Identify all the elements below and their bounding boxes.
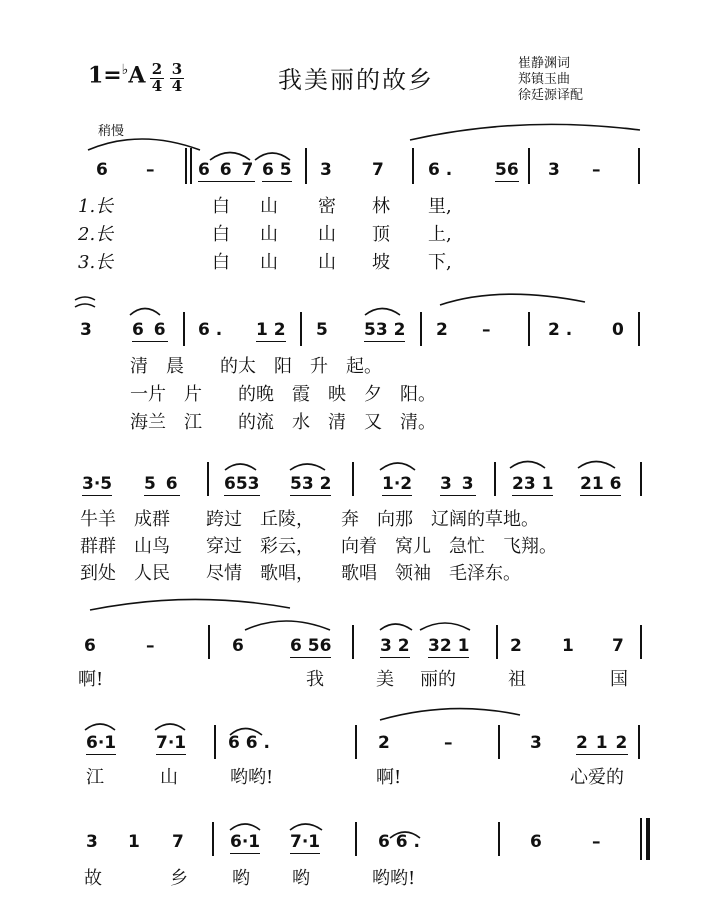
barline [352,462,354,496]
slur [90,599,290,610]
flat-sign: ♭ [121,62,129,78]
lyric: 啊! [376,767,402,788]
note-group: 2 1 2 [576,733,629,753]
lyric: 国 [610,669,628,690]
slur [88,139,200,150]
note: 6 . [198,320,223,340]
song-title: 我美丽的故乡 [278,66,434,94]
lyric: 顶 [372,224,390,245]
barline [214,725,216,759]
barline [355,725,357,759]
note: 7 [172,832,184,852]
lyric: 哟哟! [372,868,416,889]
barline [185,148,187,184]
note-group: 6 6 7 [198,160,256,180]
lyric: 故 [84,868,102,889]
lyric: 白 [212,196,230,217]
barline [638,148,640,184]
note: 3 [320,160,332,180]
note-group: 6·1 [230,832,261,852]
slur [230,824,260,830]
barline [638,725,640,759]
lyric: 哟哟! [230,767,274,788]
lyric-line: 海兰 江 的流 水 清 又 清。 [130,412,436,433]
lyric: 丽的 [420,669,456,690]
note: 6 . [428,160,453,180]
slur [290,824,322,830]
note-group: 6 5 [262,160,292,180]
lyric-line: 牛羊 成群 跨过 丘陵， 奔 向那 辽阔的草地。 [80,509,539,530]
barline [640,462,642,496]
barline [498,822,500,856]
lyric-line: 群群 山鸟 穿过 彩云， 向着 窝儿 急忙 飞翔。 [80,536,557,557]
barline [420,312,422,346]
lyric: 3.长 [78,252,114,273]
slur [578,462,615,469]
barline [212,822,214,856]
lyric: 美 [376,669,394,690]
lyric: 上, [428,224,452,245]
note-group: 3 3 [440,474,476,494]
lyric: 山 [260,196,278,217]
note-group: 3 2 [380,636,410,656]
note: 6 [232,636,244,656]
barline [305,148,307,184]
lyric: 山 [318,224,336,245]
lyric-line: 到处 人民 尽情 歌唱， 歌唱 领袖 毛泽东。 [80,563,521,584]
lyric: 坡 [372,252,390,273]
lyric: 山 [260,252,278,273]
slur [75,297,95,300]
key-prefix: 1= [88,62,122,89]
note: 0 [612,320,624,340]
note: 3 [80,320,92,340]
lyric: 里, [428,196,452,217]
slur [380,624,412,630]
lyric: 下, [428,252,452,273]
note: – [146,636,155,656]
note: 1 [128,832,140,852]
barline [183,312,185,346]
slur [85,724,115,730]
slur [75,304,95,307]
slur [380,463,415,470]
slur [255,153,290,160]
lyric: 1.长 [78,196,114,217]
lyricist-credit: 崔静渊词 [518,56,571,71]
note-group: 5 6 [144,474,180,494]
final-barline-thick [646,818,650,860]
ts-den: 4 [171,77,183,95]
note: 1 [562,636,574,656]
note-group: 53 2 [364,320,406,340]
note: – [592,160,601,180]
barline [528,312,530,346]
lyric: 哟 [232,868,250,889]
note: 2 [510,636,522,656]
note: – [482,320,491,340]
barline [207,462,209,496]
note-group: 23 1 [512,474,554,494]
barline [412,148,414,184]
slur [290,464,325,470]
note: – [146,160,155,180]
slur [245,621,330,630]
note-group: 21 6 [580,474,622,494]
note: 6 [84,636,96,656]
barline [496,625,498,659]
key-letter: A [128,62,146,89]
lyric: 白 [212,252,230,273]
note: 7 [612,636,624,656]
note-group: 53 2 [290,474,332,494]
lyric: 祖 [508,669,526,690]
note: 2 . [548,320,573,340]
barline [640,625,642,659]
note: 3 [530,733,542,753]
slur [130,309,160,316]
note-group: 7·1 [156,733,187,753]
lyric: 2.长 [78,224,114,245]
lyric: 山 [318,252,336,273]
note: 3 [86,832,98,852]
barline [300,312,302,346]
lyric: 啊! [78,669,104,690]
lyric: 林 [372,196,390,217]
lyric-line: 一片 片 的晚 霞 映 夕 阳。 [130,384,436,405]
note-group: 7·1 [290,832,321,852]
note-group: 56 [495,160,519,180]
ts-num: 3 [171,60,183,78]
lyric: 山 [260,224,278,245]
note: 6 [96,160,108,180]
barline [494,462,496,496]
final-barline-thin [640,818,642,860]
note-group: 1·2 [382,474,413,494]
lyric: 心爱的 [570,767,624,788]
lyric: 我 [306,669,324,690]
note-group: 653 [224,474,260,494]
slur [210,153,250,161]
barline [352,625,354,659]
slur [380,709,520,720]
slur [510,462,545,469]
note-group: 6 6 [132,320,168,340]
slur [420,623,470,630]
barline [528,148,530,184]
note-group: 1 2 [256,320,286,340]
note: 3 [548,160,560,180]
lyric: 密 [318,196,336,217]
barline [208,625,210,659]
barline [498,725,500,759]
note-group: 3·5 [82,474,113,494]
barline [190,148,192,184]
note: – [592,832,601,852]
lyric: 山 [160,767,178,788]
ts-den: 4 [151,77,163,95]
slur [225,464,256,470]
slur [365,309,400,316]
lyric: 江 [86,767,104,788]
barline [355,822,357,856]
composer-credit: 郑镇玉曲 [518,72,571,87]
slur [440,294,585,305]
note-group: 6 6 . [378,832,420,852]
note-group: 6·1 [86,733,117,753]
translator-credit: 徐廷源译配 [518,88,584,103]
barline [638,312,640,346]
lyric: 白 [212,224,230,245]
note: 2 [436,320,448,340]
tempo-marking: 稍慢 [98,124,125,139]
ts-num: 2 [151,60,163,78]
note: 5 [316,320,328,340]
note: 7 [372,160,384,180]
note: 2 [378,733,390,753]
slur [155,724,185,730]
slur [410,124,640,140]
note-group: 6 56 [290,636,332,656]
note: 6 [530,832,542,852]
note: – [444,733,453,753]
lyric: 乡 [170,868,188,889]
note-group: 6 6 . [228,733,270,753]
lyric-line: 清 晨 的太 阳 升 起。 [130,356,382,377]
note-group: 32 1 [428,636,470,656]
lyric: 哟 [292,868,310,889]
